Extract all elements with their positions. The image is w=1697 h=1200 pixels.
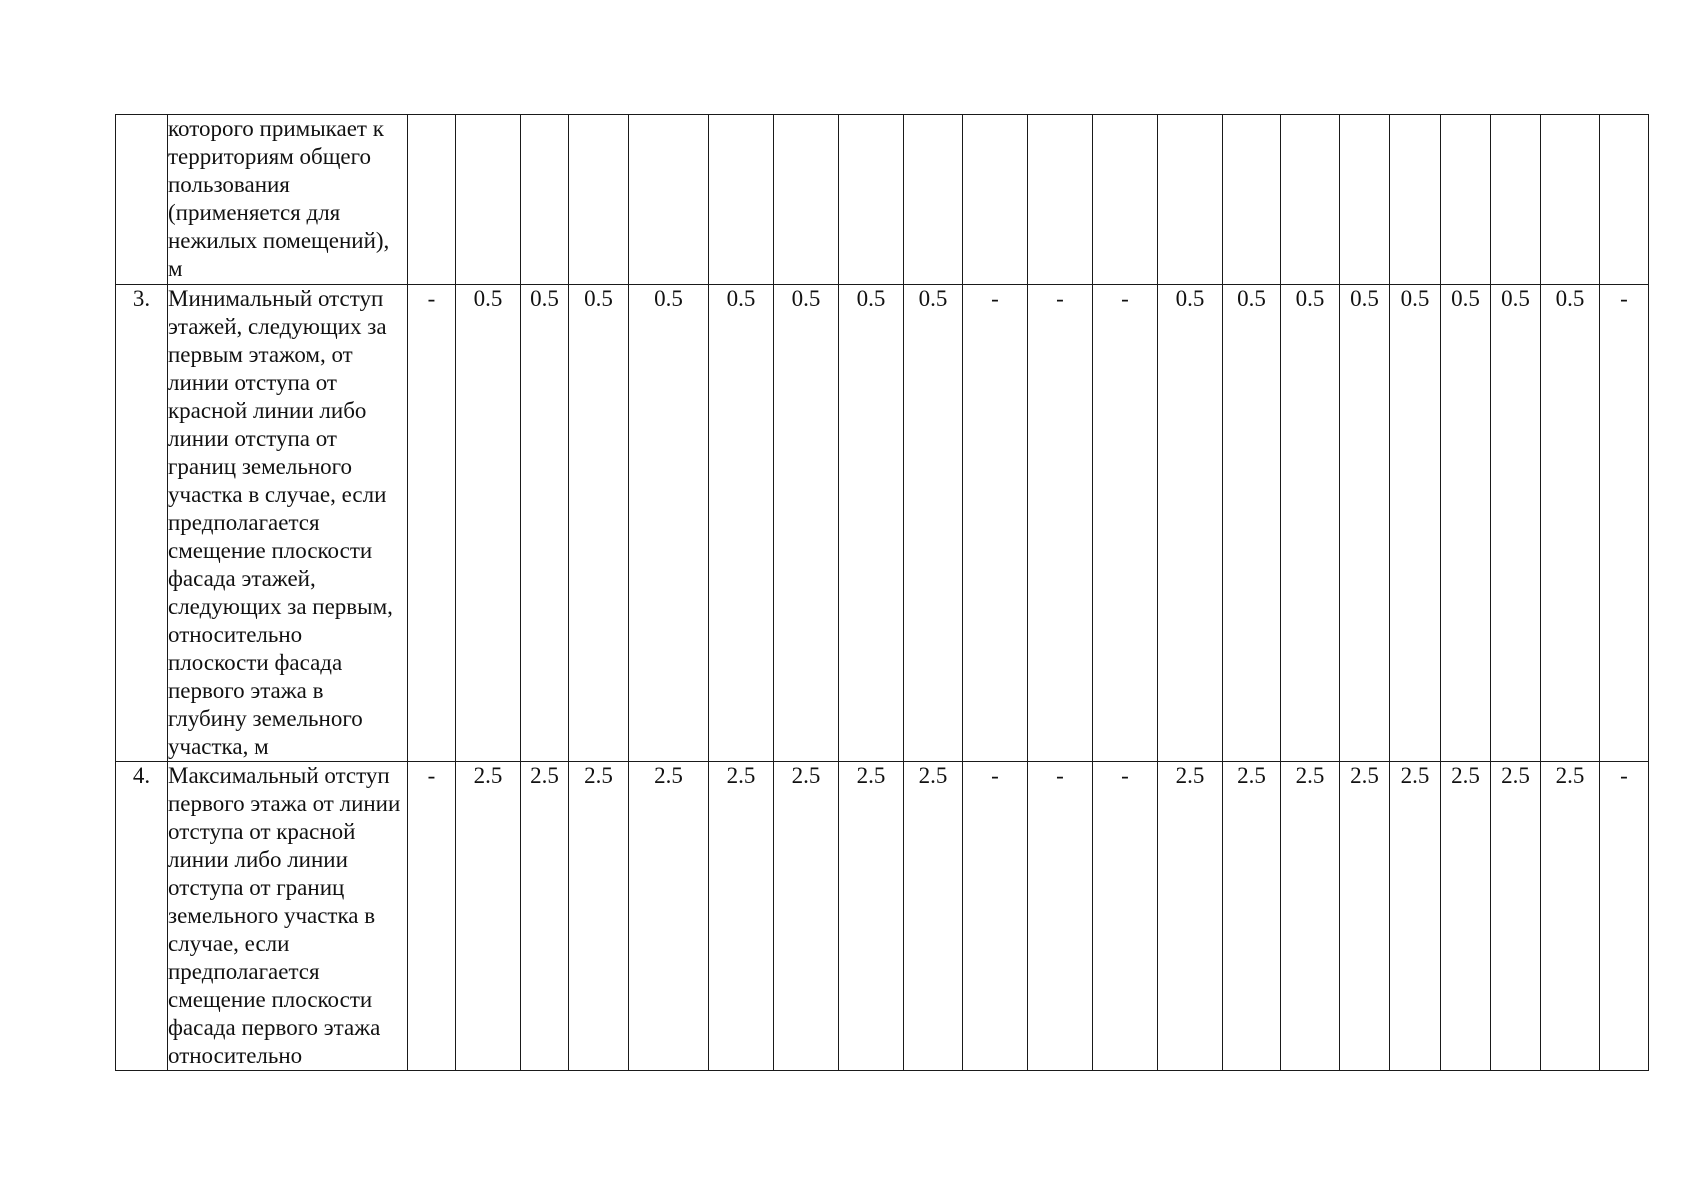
value-cell: 2.5 [1390, 762, 1441, 1071]
value-cell [456, 115, 521, 285]
parameter-description-cell: которого примыкает к территориям общего пользования (применяется для нежилых помещений), м [168, 115, 408, 285]
value-cell: 2.5 [1281, 762, 1340, 1071]
value-cell: 2.5 [774, 762, 839, 1071]
value-cell: - [408, 762, 456, 1071]
value-cell: - [963, 285, 1028, 762]
value-cell: - [1093, 285, 1158, 762]
value-cell: 2.5 [629, 762, 709, 1071]
value-cell: 2.5 [1158, 762, 1223, 1071]
value-cell: 2.5 [1541, 762, 1600, 1071]
value-cell [1028, 115, 1093, 285]
value-cell: 0.5 [1541, 285, 1600, 762]
value-cell [1541, 115, 1600, 285]
value-cell: 0.5 [1158, 285, 1223, 762]
value-cell [521, 115, 569, 285]
row-number-cell [116, 115, 168, 285]
table-row [116, 285, 1649, 762]
value-cell: 0.5 [904, 285, 963, 762]
value-cell [1340, 115, 1390, 285]
parameter-description-cell: Минимальный отступ этажей, следующих за первым этажом, от линии отступа от красной линии либо линии отступа от границ земельного участка в случае, если предполагается смещение плоскости фасада этажей, следующих за первым, относительно плоскости фасада первого этажа в глубину земельного участка, м [168, 285, 408, 762]
value-cell [629, 115, 709, 285]
value-cell [1093, 115, 1158, 285]
value-cell: 2.5 [456, 762, 521, 1071]
value-cell: 0.5 [1281, 285, 1340, 762]
row-number-cell: 3. [116, 285, 168, 762]
value-cell: - [1093, 762, 1158, 1071]
value-cell: 0.5 [839, 285, 904, 762]
value-cell: - [1028, 762, 1093, 1071]
value-cell [709, 115, 774, 285]
value-cell: 0.5 [1491, 285, 1541, 762]
value-cell: - [1600, 285, 1649, 762]
value-cell [569, 115, 629, 285]
value-cell [1600, 115, 1649, 285]
value-cell: 2.5 [521, 762, 569, 1071]
value-cell: - [408, 285, 456, 762]
value-cell: 0.5 [456, 285, 521, 762]
value-cell: 0.5 [1390, 285, 1441, 762]
value-cell [839, 115, 904, 285]
value-cell: 2.5 [904, 762, 963, 1071]
value-cell: 2.5 [709, 762, 774, 1071]
value-cell [963, 115, 1028, 285]
value-cell [774, 115, 839, 285]
value-cell [1281, 115, 1340, 285]
value-cell: 0.5 [1441, 285, 1491, 762]
value-cell [1390, 115, 1441, 285]
value-cell [1158, 115, 1223, 285]
parameter-description-cell: Максимальный отступ первого этажа от линии отступа от красной линии либо линии отступа от границ земельного участка в случае, если предполагается смещение плоскости фасада первого этажа относительно [168, 762, 408, 1071]
value-cell [904, 115, 963, 285]
value-cell [408, 115, 456, 285]
value-cell: 0.5 [1340, 285, 1390, 762]
table-row [116, 762, 1649, 1071]
row-number-cell: 4. [116, 762, 168, 1071]
value-cell: - [1600, 762, 1649, 1071]
value-cell: 2.5 [1223, 762, 1281, 1071]
value-cell: 2.5 [839, 762, 904, 1071]
value-cell: 0.5 [1223, 285, 1281, 762]
value-cell: 0.5 [521, 285, 569, 762]
value-cell: - [1028, 285, 1093, 762]
value-cell [1441, 115, 1491, 285]
value-cell: 2.5 [1340, 762, 1390, 1071]
table-row [116, 115, 1649, 285]
value-cell: 2.5 [1491, 762, 1541, 1071]
regulations-table [115, 114, 1649, 1071]
value-cell: 2.5 [1441, 762, 1491, 1071]
value-cell [1223, 115, 1281, 285]
value-cell: 0.5 [629, 285, 709, 762]
value-cell [1491, 115, 1541, 285]
value-cell: - [963, 762, 1028, 1071]
value-cell: 0.5 [774, 285, 839, 762]
value-cell: 0.5 [709, 285, 774, 762]
value-cell: 2.5 [569, 762, 629, 1071]
value-cell: 0.5 [569, 285, 629, 762]
